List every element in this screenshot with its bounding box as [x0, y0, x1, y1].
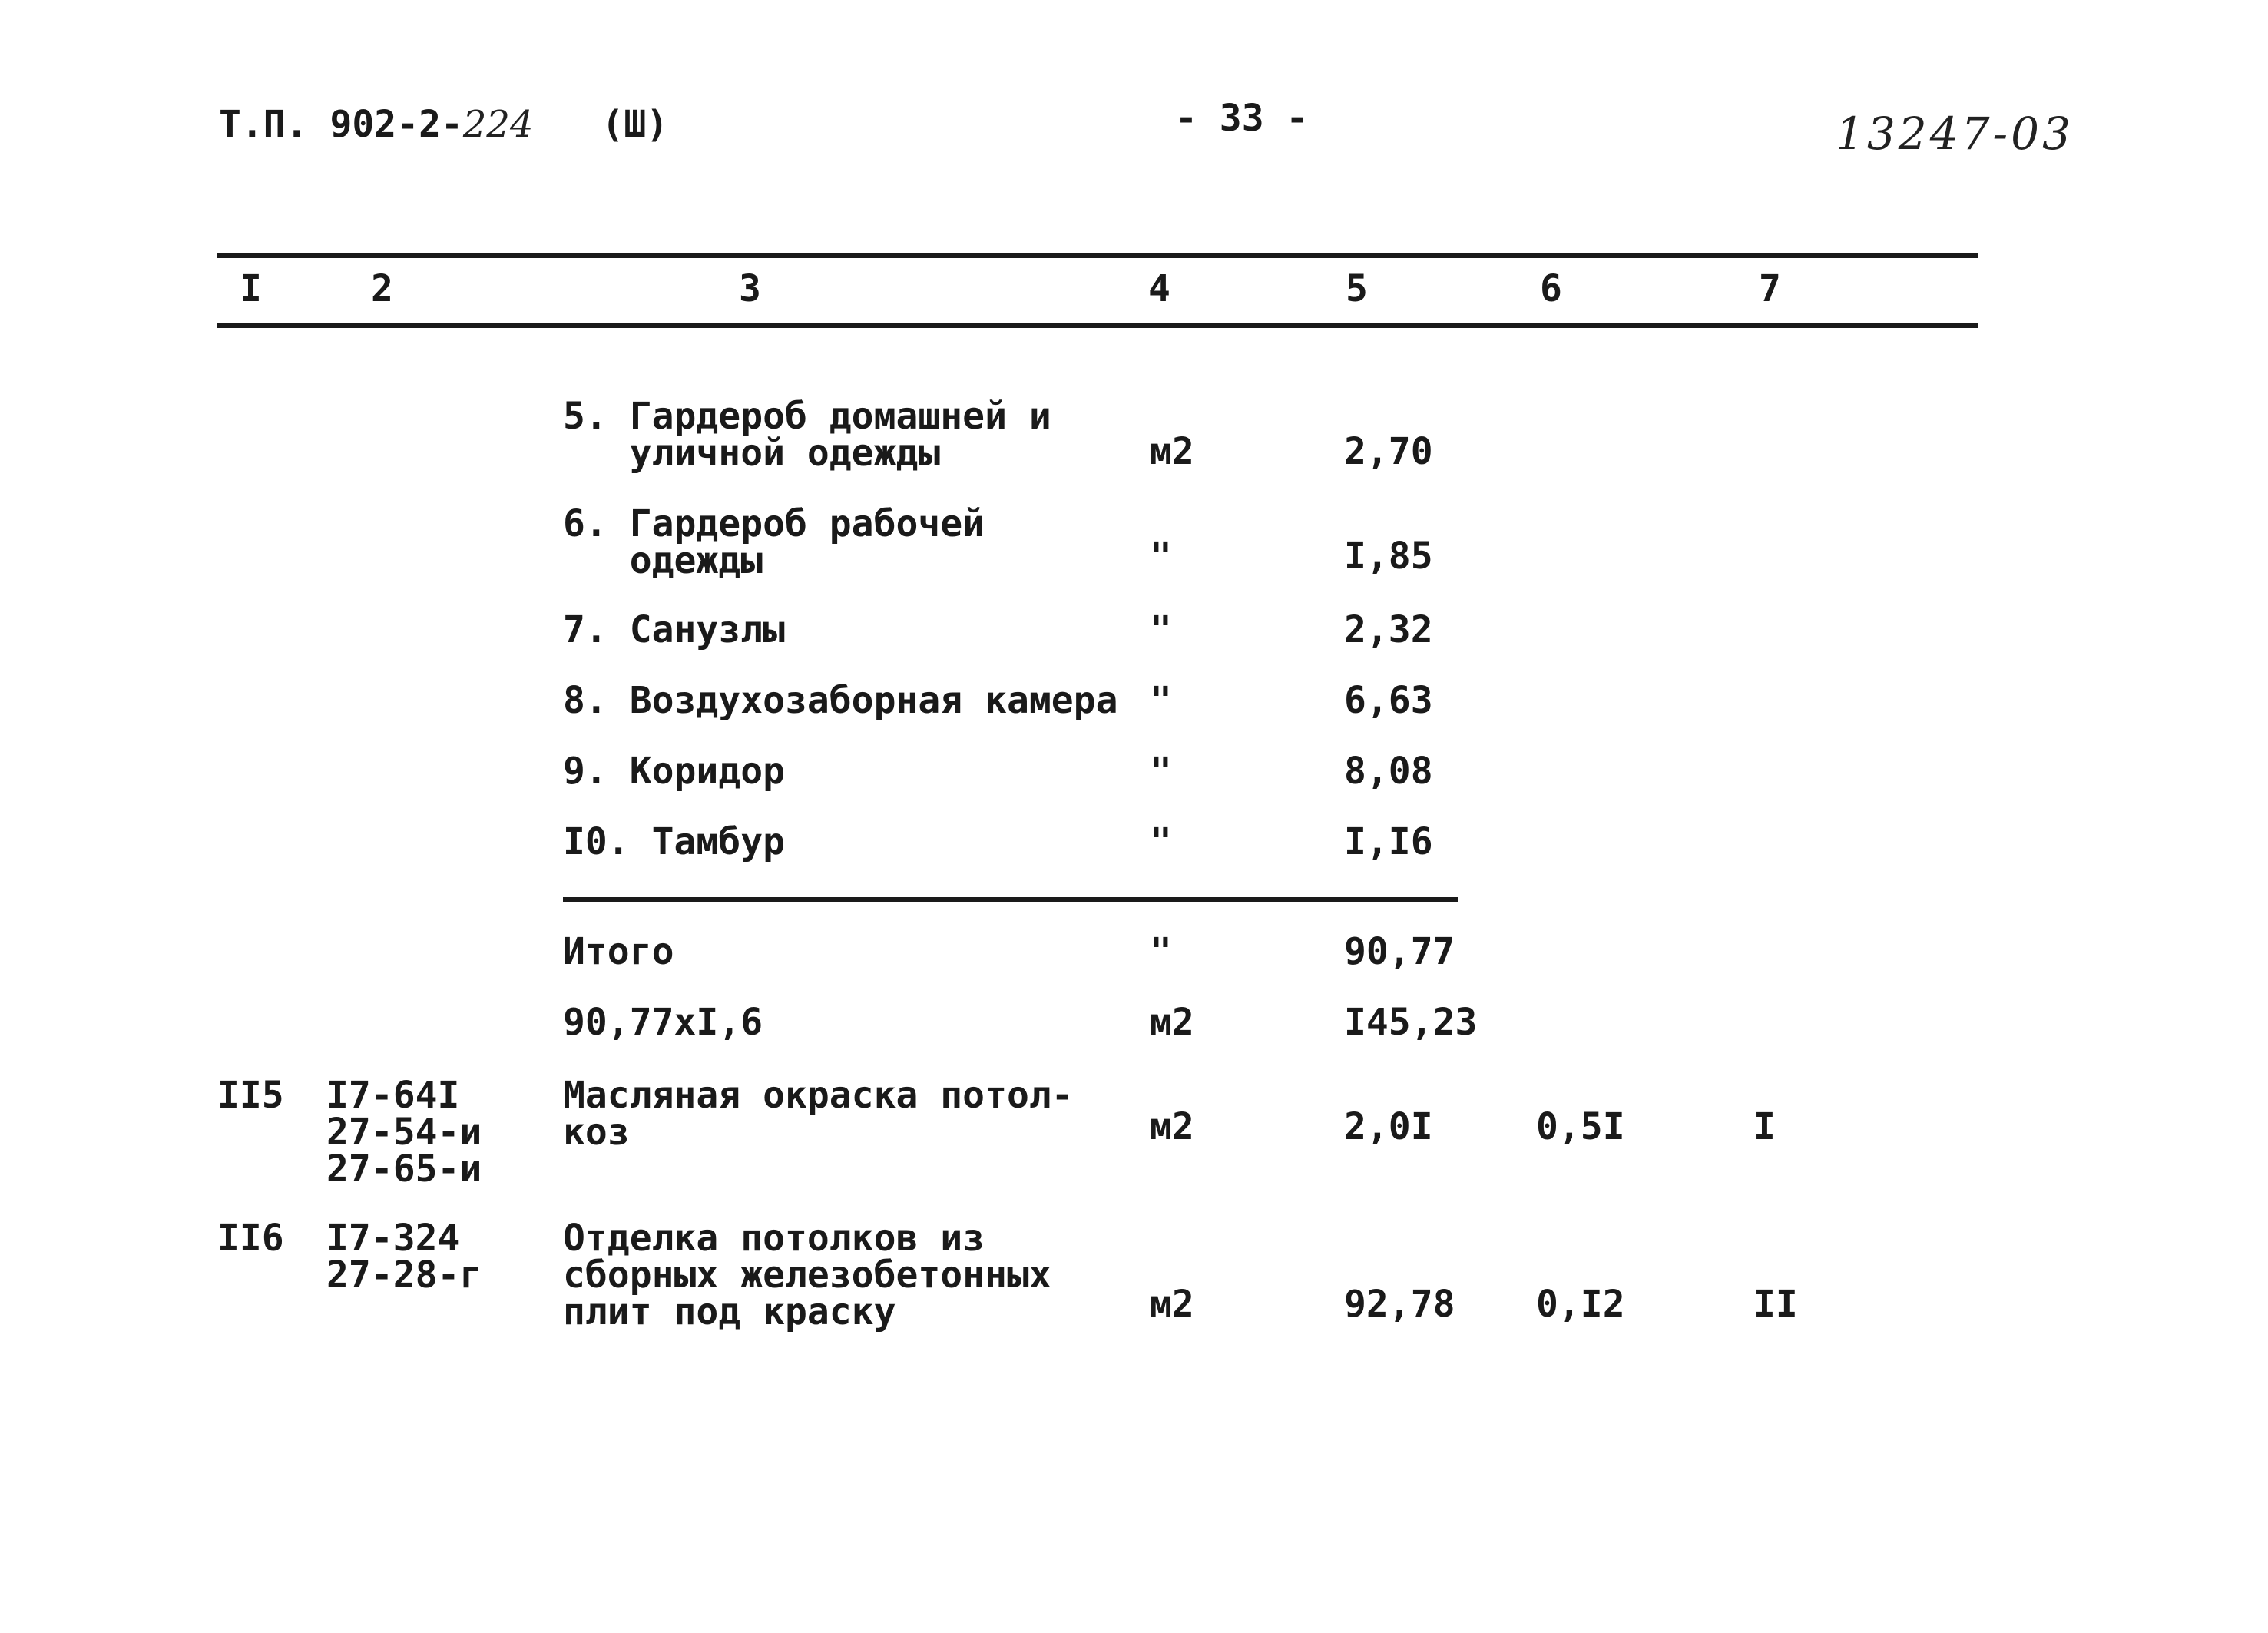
row-description: Отделка потолков из сборных железобетонных плит под краску [563, 1217, 1051, 1333]
col-header-1: I [240, 267, 262, 310]
room-name-9: 9. Коридор [563, 750, 785, 793]
col-header-4: 4 [1148, 267, 1170, 310]
calc-unit: м2 [1150, 1001, 1194, 1044]
col-header-6: 6 [1540, 267, 1562, 310]
room-unit-7: " [1150, 608, 1172, 651]
row-col6: 0,I2 [1536, 1283, 1625, 1326]
room-name-6: 6. Гардероб рабочей одежды [563, 502, 985, 582]
room-value-5: 2,70 [1344, 430, 1433, 473]
row-number: II5 [217, 1074, 284, 1117]
room-unit-9: " [1150, 750, 1172, 793]
room-value-8: 6,63 [1344, 679, 1433, 722]
stamp-number: 13247-03 [1836, 108, 2074, 160]
doc-series: 902-2- [329, 103, 463, 146]
col-header-3: 3 [739, 267, 761, 310]
room-value-9: 8,08 [1344, 750, 1433, 793]
row-quantity: 2,0I [1344, 1105, 1433, 1148]
subtotal-rule [563, 897, 1458, 902]
doc-code [219, 103, 669, 146]
row-quantity: 92,78 [1344, 1283, 1455, 1326]
room-unit-10: " [1150, 820, 1172, 863]
room-name-8: 8. Воздухозаборная камера [563, 679, 1118, 722]
table-header-bottom-rule [217, 323, 1978, 328]
room-unit-8: " [1150, 679, 1172, 722]
col-header-5: 5 [1346, 267, 1368, 310]
doc-prefix: Т.П. [219, 103, 308, 146]
room-unit-6: " [1150, 535, 1172, 578]
room-value-6: I,85 [1344, 535, 1433, 578]
row-description: Масляная окраска потол- коз [563, 1074, 1074, 1154]
total-unit: " [1150, 930, 1172, 973]
total-label: Итого [563, 930, 674, 973]
table-top-rule [217, 253, 1978, 258]
room-name-7: 7. Санузлы [563, 608, 785, 651]
row-col7: I [1753, 1105, 1776, 1148]
doc-suffix: (Ш) [601, 103, 669, 146]
col-header-7: 7 [1759, 267, 1781, 310]
row-number: II6 [217, 1217, 284, 1260]
doc-series-handwritten: 224 [462, 103, 534, 146]
page-number: - 33 - [1175, 97, 1309, 140]
row-unit: м2 [1150, 1105, 1194, 1148]
calc-value: I45,23 [1344, 1001, 1478, 1044]
row-col6: 0,5I [1536, 1105, 1625, 1148]
row-unit: м2 [1150, 1283, 1194, 1326]
room-name-10: I0. Тамбур [563, 820, 785, 863]
row-col7: II [1753, 1283, 1798, 1326]
total-value: 90,77 [1344, 930, 1455, 973]
room-value-7: 2,32 [1344, 608, 1433, 651]
col-header-2: 2 [371, 267, 393, 310]
room-value-10: I,I6 [1344, 820, 1433, 863]
row-codes: I7-64I 27-54-и 27-65-и [326, 1074, 482, 1191]
row-codes: I7-324 27-28-г [326, 1217, 482, 1297]
room-unit-5: м2 [1150, 430, 1194, 473]
room-name-5: 5. Гардероб домашней и уличной одежды [563, 395, 1051, 475]
calc-label: 90,77xI,6 [563, 1001, 763, 1044]
